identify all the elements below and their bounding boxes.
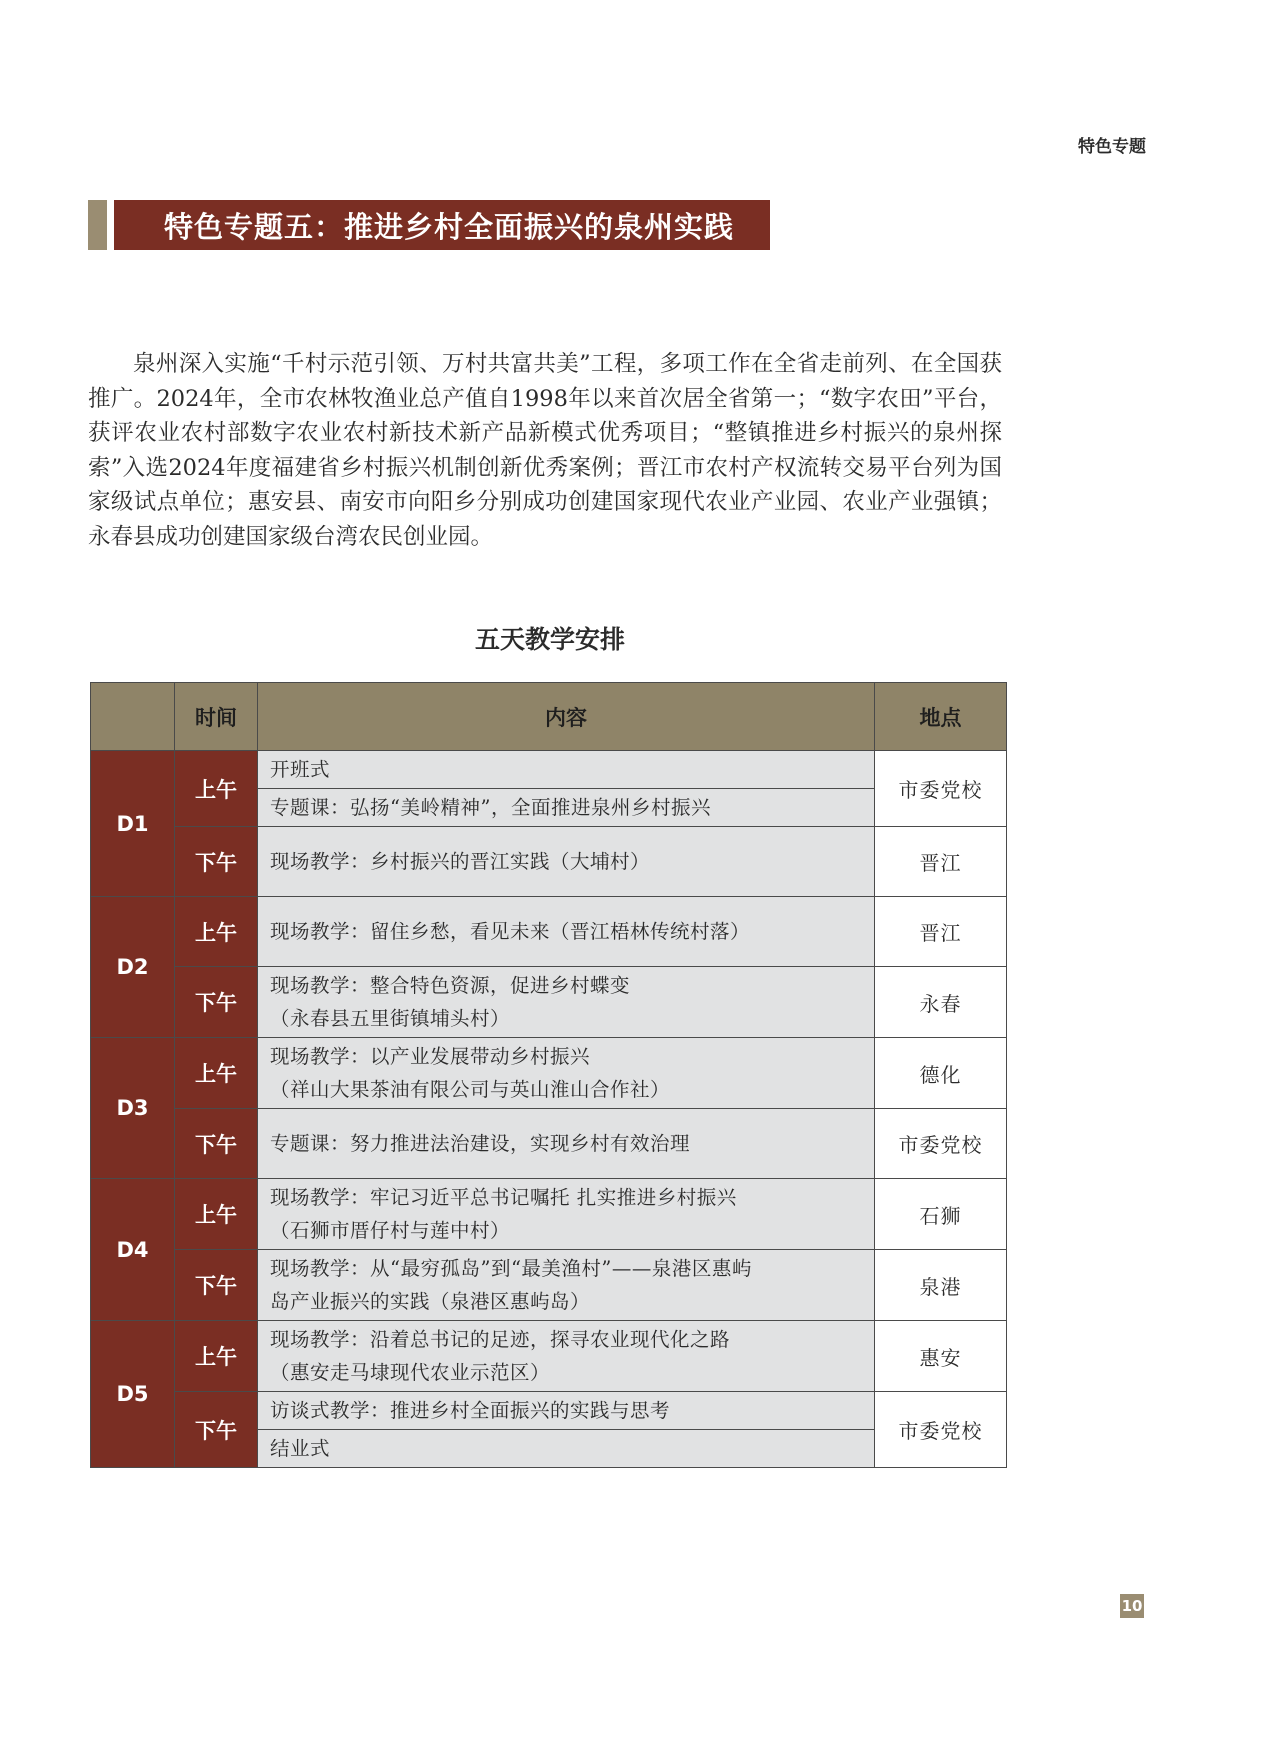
content-line: （石狮市厝仔村与莲中村） — [270, 1219, 511, 1242]
location-cell: 市委党校 — [875, 1392, 1007, 1468]
header-day — [91, 683, 175, 751]
page-number: 10 — [1120, 1594, 1144, 1618]
period-am: 上午 — [175, 751, 258, 827]
content-cell — [258, 1179, 875, 1250]
header-time: 时间 — [175, 683, 258, 751]
location-cell: 德化 — [875, 1038, 1007, 1109]
content-cell — [258, 967, 875, 1038]
content-line: 现场教学：牢记习近平总书记嘱托 扎实推进乡村振兴 — [270, 1186, 737, 1209]
table-row — [91, 1038, 1007, 1109]
content-cell: 专题课：努力推进法治建设，实现乡村有效治理 — [258, 1109, 875, 1179]
content-cell: 开班式 — [258, 751, 875, 789]
header-content: 内容 — [258, 683, 875, 751]
location-cell: 晋江 — [875, 897, 1007, 967]
content-cell: 现场教学：乡村振兴的晋江实践（大埔村） — [258, 827, 875, 897]
content-cell: 专题课：弘扬“美岭精神”，全面推进泉州乡村振兴 — [258, 789, 875, 827]
header-location: 地点 — [875, 683, 1007, 751]
content-cell: 访谈式教学：推进乡村全面振兴的实践与思考 — [258, 1392, 875, 1430]
table-title: 五天教学安排 — [474, 625, 625, 654]
schedule-table — [90, 682, 1007, 1468]
location-cell: 永春 — [875, 967, 1007, 1038]
table-header-row — [91, 683, 1007, 751]
table-row — [91, 751, 1007, 789]
table-row — [91, 897, 1007, 967]
content-line: （永春县五里街镇埔头村） — [270, 1007, 511, 1030]
section-title: 特色专题五：推进乡村全面振兴的泉州实践 — [114, 200, 770, 250]
period-am: 上午 — [175, 1321, 258, 1392]
table-row — [91, 1250, 1007, 1321]
content-cell — [258, 1321, 875, 1392]
table-row — [91, 827, 1007, 897]
content-line: 现场教学：整合特色资源，促进乡村蝶变 — [270, 974, 631, 997]
location-cell: 市委党校 — [875, 751, 1007, 827]
location-cell: 石狮 — [875, 1179, 1007, 1250]
table-row — [91, 1321, 1007, 1392]
table-row — [91, 1179, 1007, 1250]
period-am: 上午 — [175, 1179, 258, 1250]
title-accent-bar — [88, 200, 107, 250]
period-am: 上午 — [175, 1038, 258, 1109]
content-line: 现场教学：以产业发展带动乡村振兴 — [270, 1045, 591, 1068]
content-cell: 结业式 — [258, 1430, 875, 1468]
intro-paragraph: 泉州深入实施“千村示范引领、万村共富共美”工程，多项工作在全省走前列、在全国获推广。2024年，全市农林牧渔业总产值自1998年以来首次居全省第一；“数字农田”平台，获评农业农村部数字农业农村新技术新产品新模式优秀项目；“整镇推进乡村振兴的泉州探索”入选2024年度福建省乡村振兴机制创新优秀案例；晋江市农村产权流转交易平台列为国家级试点单位；惠安县、南安市向阳乡分别成功创建国家现代农业产业园、农业产业强镇；永春县成功创建国家级台湾农民创业园。 — [88, 351, 1002, 550]
period-pm: 下午 — [175, 967, 258, 1038]
location-cell: 晋江 — [875, 827, 1007, 897]
location-cell: 市委党校 — [875, 1109, 1007, 1179]
content-cell: 现场教学：留住乡愁，看见未来（晋江梧林传统村落） — [258, 897, 875, 967]
content-line: （惠安走马埭现代农业示范区） — [270, 1361, 551, 1384]
day-label: D5 — [91, 1321, 175, 1468]
day-label: D3 — [91, 1038, 175, 1179]
day-label: D4 — [91, 1179, 175, 1321]
period-pm: 下午 — [175, 827, 258, 897]
day-label: D2 — [91, 897, 175, 1038]
section-tag: 特色专题 — [1078, 137, 1146, 157]
location-cell: 惠安 — [875, 1321, 1007, 1392]
content-line: 现场教学：沿着总书记的足迹，探寻农业现代化之路 — [270, 1328, 731, 1351]
content-cell — [258, 1250, 875, 1321]
period-pm: 下午 — [175, 1109, 258, 1179]
period-pm: 下午 — [175, 1250, 258, 1321]
location-cell: 泉港 — [875, 1250, 1007, 1321]
content-cell — [258, 1038, 875, 1109]
period-am: 上午 — [175, 897, 258, 967]
table-row — [91, 1109, 1007, 1179]
content-line: （祥山大果茶油有限公司与英山淮山合作社） — [270, 1078, 671, 1101]
content-line: 岛产业振兴的实践（泉港区惠屿岛） — [270, 1290, 591, 1313]
table-row — [91, 1392, 1007, 1430]
day-label: D1 — [91, 751, 175, 897]
table-row — [91, 967, 1007, 1038]
content-line: 现场教学：从“最穷孤岛”到“最美渔村”——泉港区惠屿 — [270, 1257, 752, 1280]
period-pm: 下午 — [175, 1392, 258, 1468]
